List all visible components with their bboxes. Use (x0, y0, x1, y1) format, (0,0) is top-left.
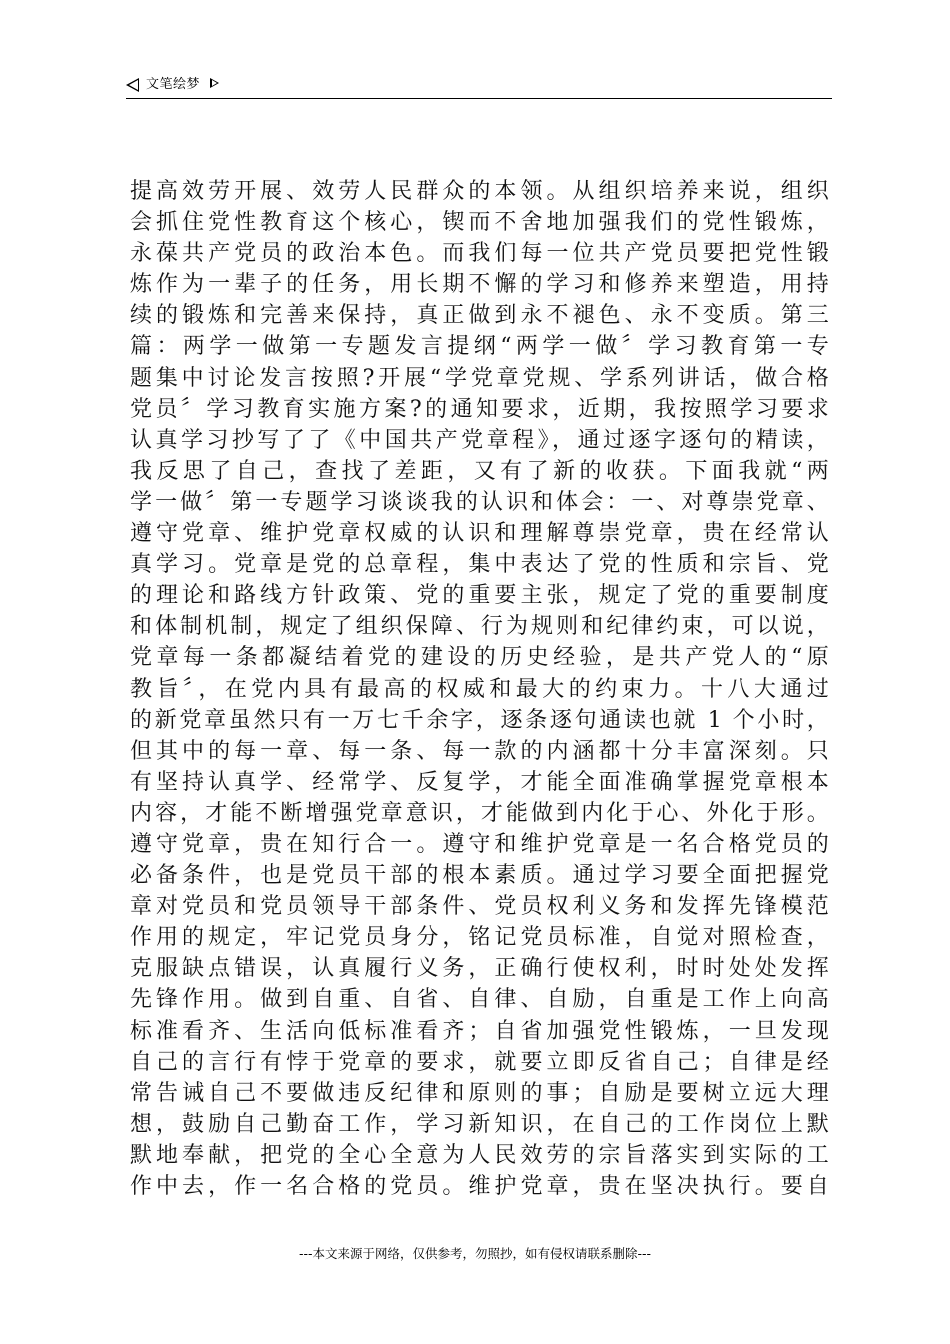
body-line: 标准看齐、生活向低标准看齐；自省加强党性锻炼，一旦发现 (130, 1018, 830, 1044)
body-line: 自己的言行有悖于党章的要求，就要立即反省自己；自律是经 (130, 1049, 830, 1075)
body-line: 默地奉献，把党的全心全意为人民效劳的宗旨落实到实际的工 (130, 1142, 830, 1168)
body-line: 克服缺点错误，认真履行义务，正确行使权利，时时处处发挥 (130, 956, 830, 982)
body-line: 党员〞学习教育实施方案?的通知要求，近期，我按照学习要求 (130, 396, 830, 422)
left-triangle-icon (126, 78, 140, 92)
body-line: 想，鼓励自己勤奋工作，学习新知识，在自己的工作岗位上默 (130, 1111, 830, 1137)
body-line: 党章每一条都凝结着党的建设的历史经验，是共产党人的“原 (130, 645, 830, 671)
body-line: 作用的规定，牢记党员身分，铭记党员标准，自觉对照检查， (130, 925, 830, 951)
body-line: 真学习。党章是党的总章程，集中表达了党的性质和宗旨、党 (130, 552, 830, 578)
body-line: 炼作为一辈子的任务，用长期不懈的学习和修养来塑造，用持 (130, 272, 830, 298)
body-line: 篇：两学一做第一专题发言提纲“两学一做〞学习教育第一专 (130, 334, 830, 360)
body-line: 永葆共产党员的政治本色。而我们每一位共产党员要把党性锻 (130, 241, 830, 267)
body-line: 先锋作用。做到自重、自省、自律、自励，自重是工作上向高 (130, 987, 830, 1013)
body-line: 有坚持认真学、经常学、反复学，才能全面准确掌握党章根本 (130, 769, 830, 795)
body-line: 题集中讨论发言按照?开展“学党章党规、学系列讲话，做合格 (130, 365, 830, 391)
body-line: 章对党员和党员领导干部条件、党员权利义务和发挥先锋模范 (130, 894, 830, 920)
body-line: 我反思了自己，查找了差距，又有了新的收获。下面我就“两 (130, 458, 830, 484)
footer-notice: ---本文来源于网络，仅供参考，勿照抄，如有侵权请联系删除--- (298, 1246, 652, 1261)
body-line: 但其中的每一章、每一条、每一款的内涵都十分丰富深刻。只 (130, 738, 830, 764)
body-line: 认真学习抄写了了《中国共产党章程》，通过逐字逐句的精读， (130, 427, 830, 453)
body-line: 遵守党章，贵在知行合一。遵守和维护党章是一名合格党员的 (130, 831, 830, 857)
brand-name: 文笔绘梦 (146, 77, 201, 92)
body-line: 提高效劳开展、效劳人民群众的本领。从组织培养来说，组织 (130, 179, 830, 204)
body-line: 作中去，作一名合格的党员。维护党章，贵在坚决执行。要自 (130, 1174, 830, 1199)
body-line: 必备条件，也是党员干部的根本素质。通过学习要全面把握党 (130, 863, 830, 889)
body-line: 的理论和路线方针政策、党的重要主张，规定了党的重要制度 (130, 583, 830, 609)
document-body (130, 176, 830, 1202)
body-line: 遵守党章、维护党章权威的认识和理解尊崇党章，贵在经常认 (130, 521, 830, 547)
body-line: 续的锻炼和完善来保持，真正做到永不褪色、永不变质。第三 (130, 303, 830, 329)
body-line: 学一做〞第一专题学习谈谈我的认识和体会：一、对尊崇党章、 (130, 489, 830, 515)
body-line: 教旨〞，在党内具有最高的权威和最大的约束力。十八大通过 (130, 676, 830, 702)
header-brand-group (126, 76, 220, 94)
body-line: 会抓住党性教育这个核心，锲而不舍地加强我们的党性锻炼， (130, 210, 830, 236)
body-line: 常告诫自己不要做违反纪律和原则的事；自励是要树立远大理 (130, 1080, 830, 1106)
body-line: 和体制机制，规定了组织保障、行为规则和纪律约束，可以说， (130, 614, 830, 640)
page-header (126, 76, 832, 99)
body-line: 内容，才能不断增强党章意识，才能做到内化于心、外化于形。 (130, 800, 830, 826)
body-line: 的新党章虽然只有一万七千余字，逐条逐句通读也就 1 个小时， (130, 707, 830, 733)
right-triangle-icon (210, 78, 220, 88)
